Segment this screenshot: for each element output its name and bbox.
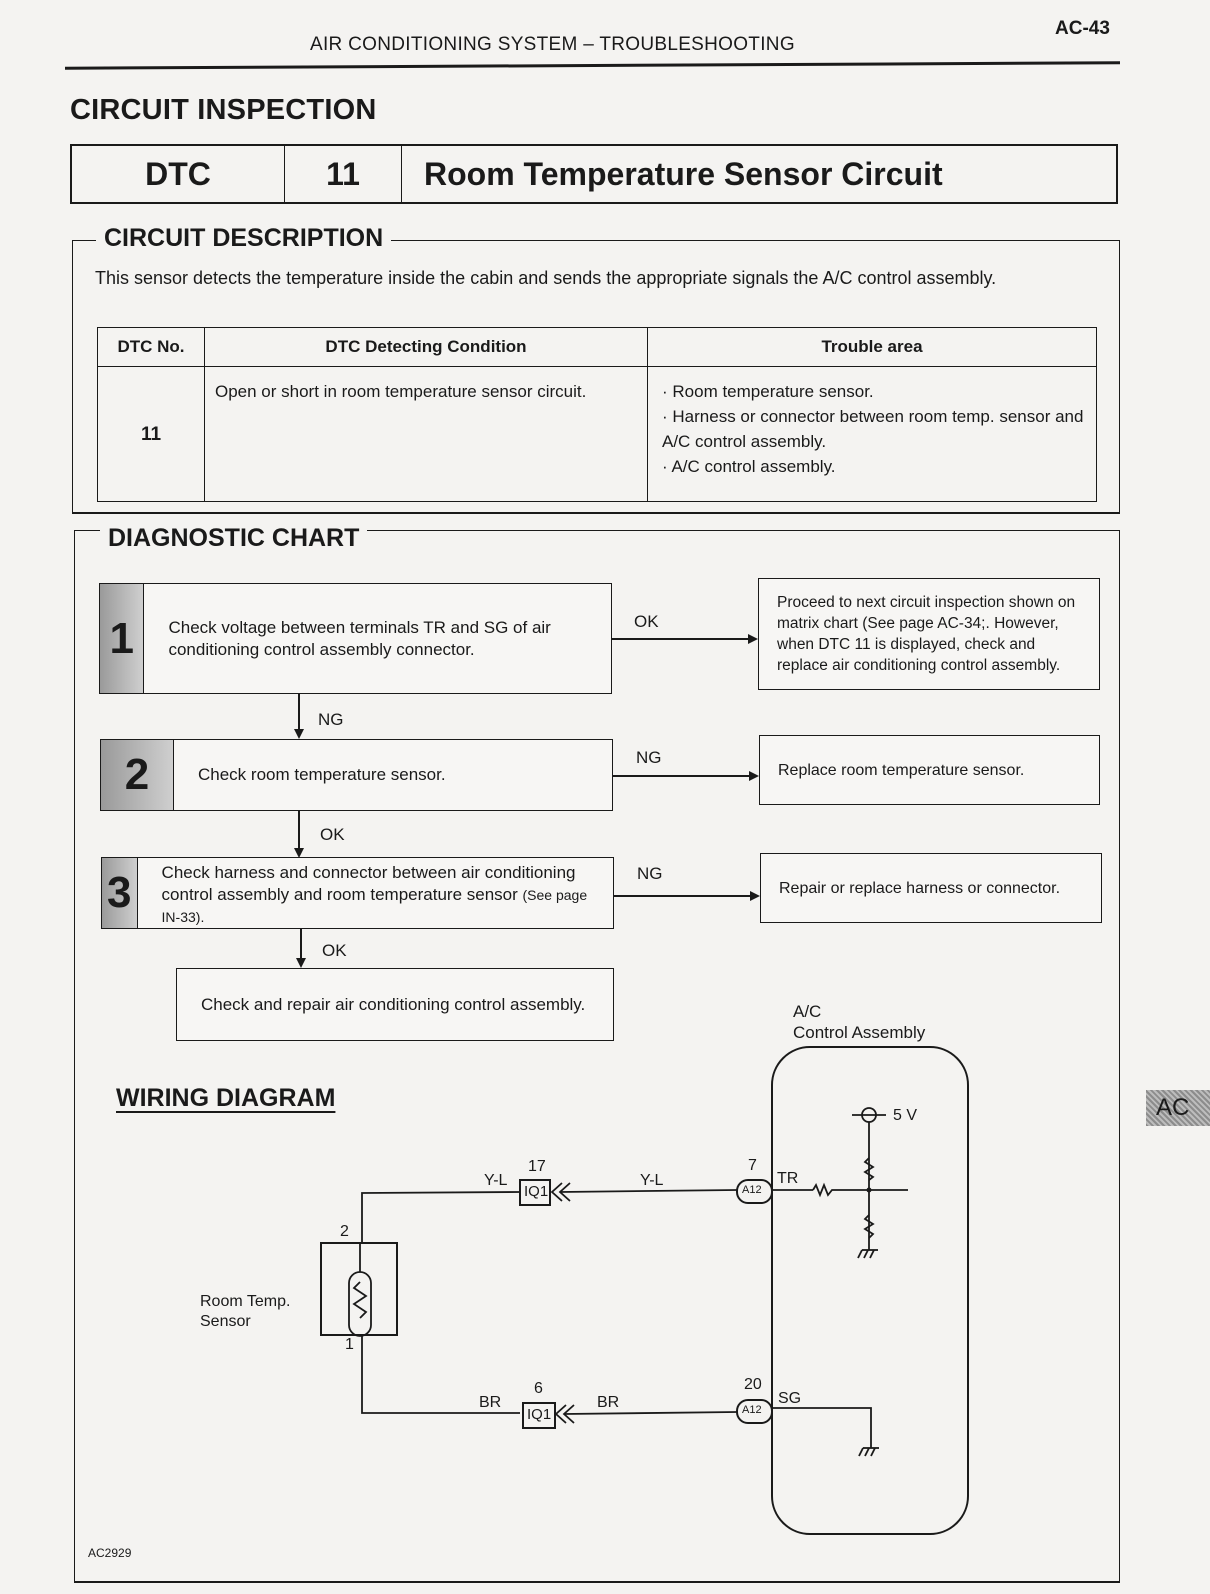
ecu-outline [772, 1047, 968, 1534]
result-3-box: Repair or replace harness or connector. [760, 853, 1102, 923]
col-condition: DTC Detecting Condition [205, 328, 648, 367]
branch-label-ok: OK [322, 941, 347, 960]
step-2-number: 2 [101, 740, 174, 810]
ecu-label: A/C Control Assembly [793, 1002, 926, 1042]
col-trouble-area: Trouble area [648, 328, 1097, 367]
branch-label-ng: NG [637, 864, 663, 883]
figure-id: AC2929 [88, 1546, 132, 1560]
col-dtc-no: DTC No. [98, 328, 205, 367]
wire-color-bottom-right: BR [597, 1394, 620, 1411]
dtc-name: Room Temperature Sensor Circuit [424, 155, 943, 192]
section-tab-ac: AC [1146, 1090, 1210, 1126]
sensor-pin-1: 1 [345, 1336, 354, 1353]
circuit-description-text: This sensor detects the temperature inside the cabin and sends the appropriate signals the A/C control assembly. [95, 268, 997, 288]
cell-dtc-no: 11 [98, 367, 205, 502]
page-header-title: AIR CONDITIONING SYSTEM – TROUBLESHOOTING [310, 34, 795, 55]
wire-color-top-left: Y-L [484, 1172, 508, 1189]
step-2-text: Check room temperature sensor. [198, 765, 446, 784]
sensor-label: Room Temp. Sensor [200, 1293, 291, 1330]
connector-top-pin: 17 [528, 1158, 546, 1175]
dtc-label: DTC [72, 146, 285, 202]
page-number: AC-43 [1055, 18, 1110, 39]
trouble-area-item: · Harness or connector between room temp. sensor and A/C control assembly. [662, 407, 1084, 451]
step-3-text: Check harness and connector between air conditioning control assembly and room temperature sensor (See page IN-33). [161, 863, 588, 925]
page-reference: (See page IN-33). [161, 887, 588, 925]
ecu-connector-top: A12 [742, 1184, 762, 1196]
trouble-area-item: · A/C control assembly. [662, 457, 836, 476]
step-3-number: 3 [102, 858, 138, 928]
cell-condition: Open or short in room temperature sensor circuit. [205, 367, 648, 502]
section-title-circuit-description: CIRCUIT DESCRIPTION [96, 224, 391, 253]
wire-color-bottom-left: BR [479, 1394, 502, 1411]
supply-voltage: 5 V [893, 1107, 918, 1124]
sensor-pin-2: 2 [340, 1223, 349, 1240]
ecu-pin-top: 7 [748, 1157, 757, 1174]
branch-label-ok: OK [634, 612, 659, 631]
ecu-pin-bottom: 20 [744, 1376, 762, 1393]
section-title-wiring-diagram: WIRING DIAGRAM [116, 1084, 336, 1112]
branch-label-ng: NG [318, 710, 344, 729]
step-1-number: 1 [100, 584, 144, 693]
ecu-connector-bottom: A12 [742, 1404, 762, 1416]
wire-color-top-right: Y-L [640, 1172, 664, 1189]
branch-label-ng: NG [636, 748, 662, 767]
dtc-code: 11 [285, 146, 402, 202]
branch-label-ok: OK [320, 825, 345, 844]
section-title-diagnostic-chart: DIAGNOSTIC CHART [100, 524, 367, 553]
trouble-area-item: · Room temperature sensor. [662, 382, 874, 401]
section-title-circuit-inspection: CIRCUIT INSPECTION [70, 94, 377, 126]
step-1-text: Check voltage between terminals TR and SG of air conditioning control assembly connector. [168, 617, 551, 659]
connector-bottom-name: IQ1 [527, 1406, 552, 1423]
result-2-box: Replace room temperature sensor. [759, 735, 1100, 805]
connector-bottom-pin: 6 [534, 1380, 543, 1397]
terminal-tr: TR [777, 1170, 799, 1187]
result-1-box: Proceed to next circuit inspection shown on matrix chart (See page AC-34;. However, when DTC 11 is displayed, check and replace air conditioning control assembly. [758, 578, 1100, 690]
final-step-box: Check and repair air conditioning control assembly. [176, 968, 614, 1041]
connector-top-name: IQ1 [524, 1183, 549, 1200]
terminal-sg: SG [778, 1390, 802, 1407]
